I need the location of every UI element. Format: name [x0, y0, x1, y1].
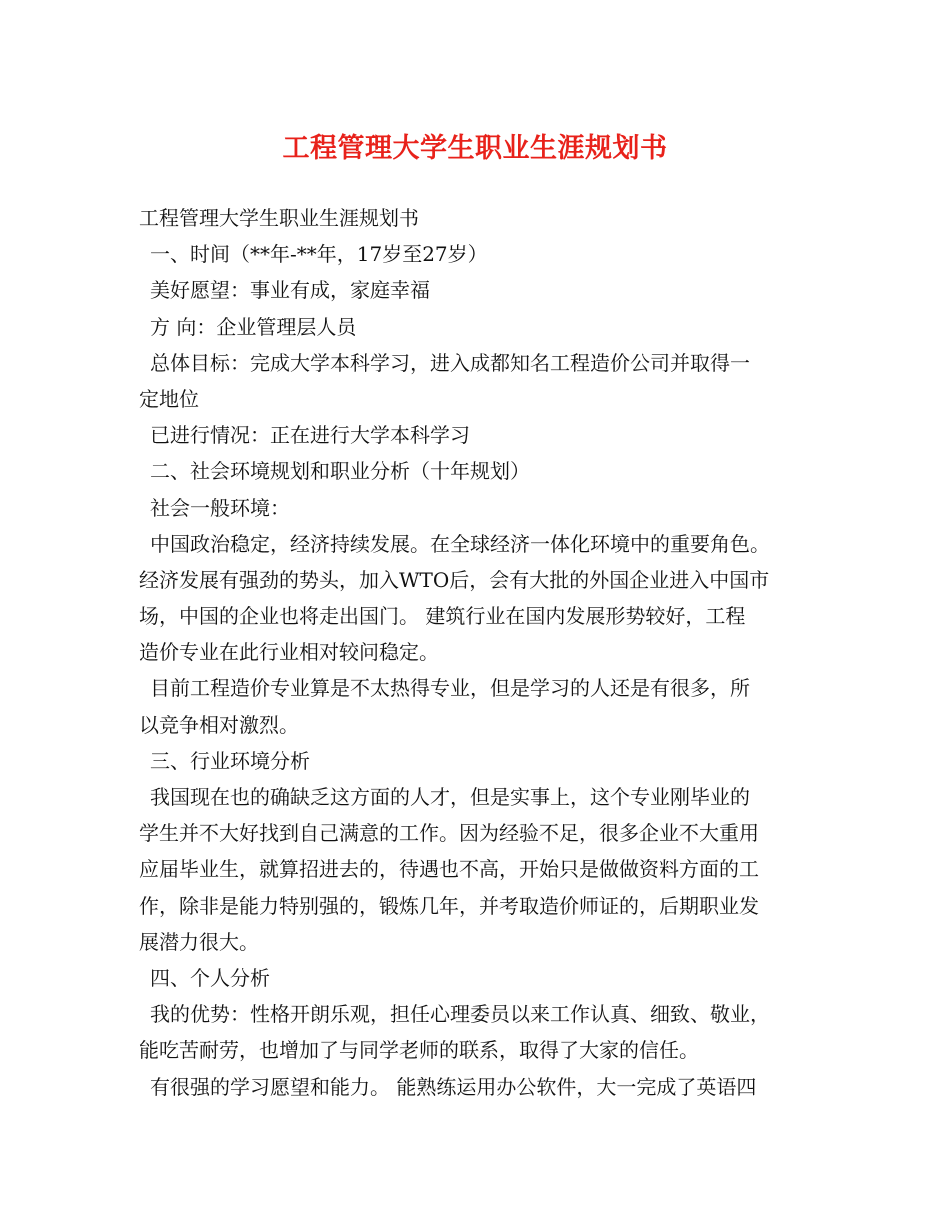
body-line: 有很强的学习愿望和能力。 能熟练运用办公软件，大一完成了英语四 — [150, 1074, 757, 1099]
body-line: 方 向：企业管理层人员 — [150, 314, 357, 339]
body-line: 一、时间（**年-**年，17岁至27岁） — [150, 242, 488, 267]
body-line: 目前工程造价专业算是不太热得专业，但是学习的人还是有很多，所 — [150, 676, 750, 701]
body-line: 经济发展有强劲的势头，加入WTO后，会有大批的外国企业进入中国市 — [139, 567, 770, 592]
body-line: 四、个人分析 — [150, 965, 270, 990]
body-line: 三、行业环境分析 — [150, 748, 310, 773]
body-line: 我国现在也的确缺乏这方面的人才，但是实事上，这个专业刚毕业的 — [150, 785, 750, 809]
body-line: 社会一般环境： — [150, 495, 290, 520]
body-line: 我的优势：性格开朗乐观，担任心理委员以来工作认真、细致、敬业， — [150, 1002, 770, 1027]
body-line: 学生并不大好找到自己满意的工作。因为经验不足，很多企业不大重用 — [139, 821, 759, 846]
body-line: 二、社会环境规划和职业分析（十年规划） — [150, 459, 530, 484]
body-line: 以竞争相对激烈。 — [139, 712, 299, 737]
body-line: 已进行情况：正在进行大学本科学习 — [150, 423, 470, 448]
body-line: 应届毕业生，就算招进去的，待遇也不高，开始只是做做资料方面的工 — [139, 857, 759, 882]
body-line: 定地位 — [139, 386, 199, 411]
document-body — [139, 200, 819, 1105]
body-line: 美好愿望：事业有成，家庭幸福 — [150, 278, 430, 303]
body-line: 造价专业在此行业相对较问稳定。 — [139, 640, 439, 665]
body-line: 总体目标：完成大学本科学习，进入成都知名工程造价公司并取得一 — [150, 350, 750, 375]
body-line: 作，除非是能力特别强的，锻炼几年，并考取造价师证的，后期职业发 — [139, 893, 759, 918]
body-line: 能吃苦耐劳，也增加了与同学老师的联系，取得了大家的信任。 — [139, 1038, 699, 1063]
body-line: 中国政治稳定，经济持续发展。在全球经济一体化环境中的重要角色。 — [150, 531, 770, 556]
document-title: 工程管理大学生职业生涯规划书 — [282, 133, 668, 164]
body-line: 场，中国的企业也将走出国门。 建筑行业在国内发展形势较好，工程 — [139, 604, 746, 629]
body-line: 工程管理大学生职业生涯规划书 — [139, 206, 419, 230]
body-line: 展潜力很大。 — [139, 929, 259, 954]
